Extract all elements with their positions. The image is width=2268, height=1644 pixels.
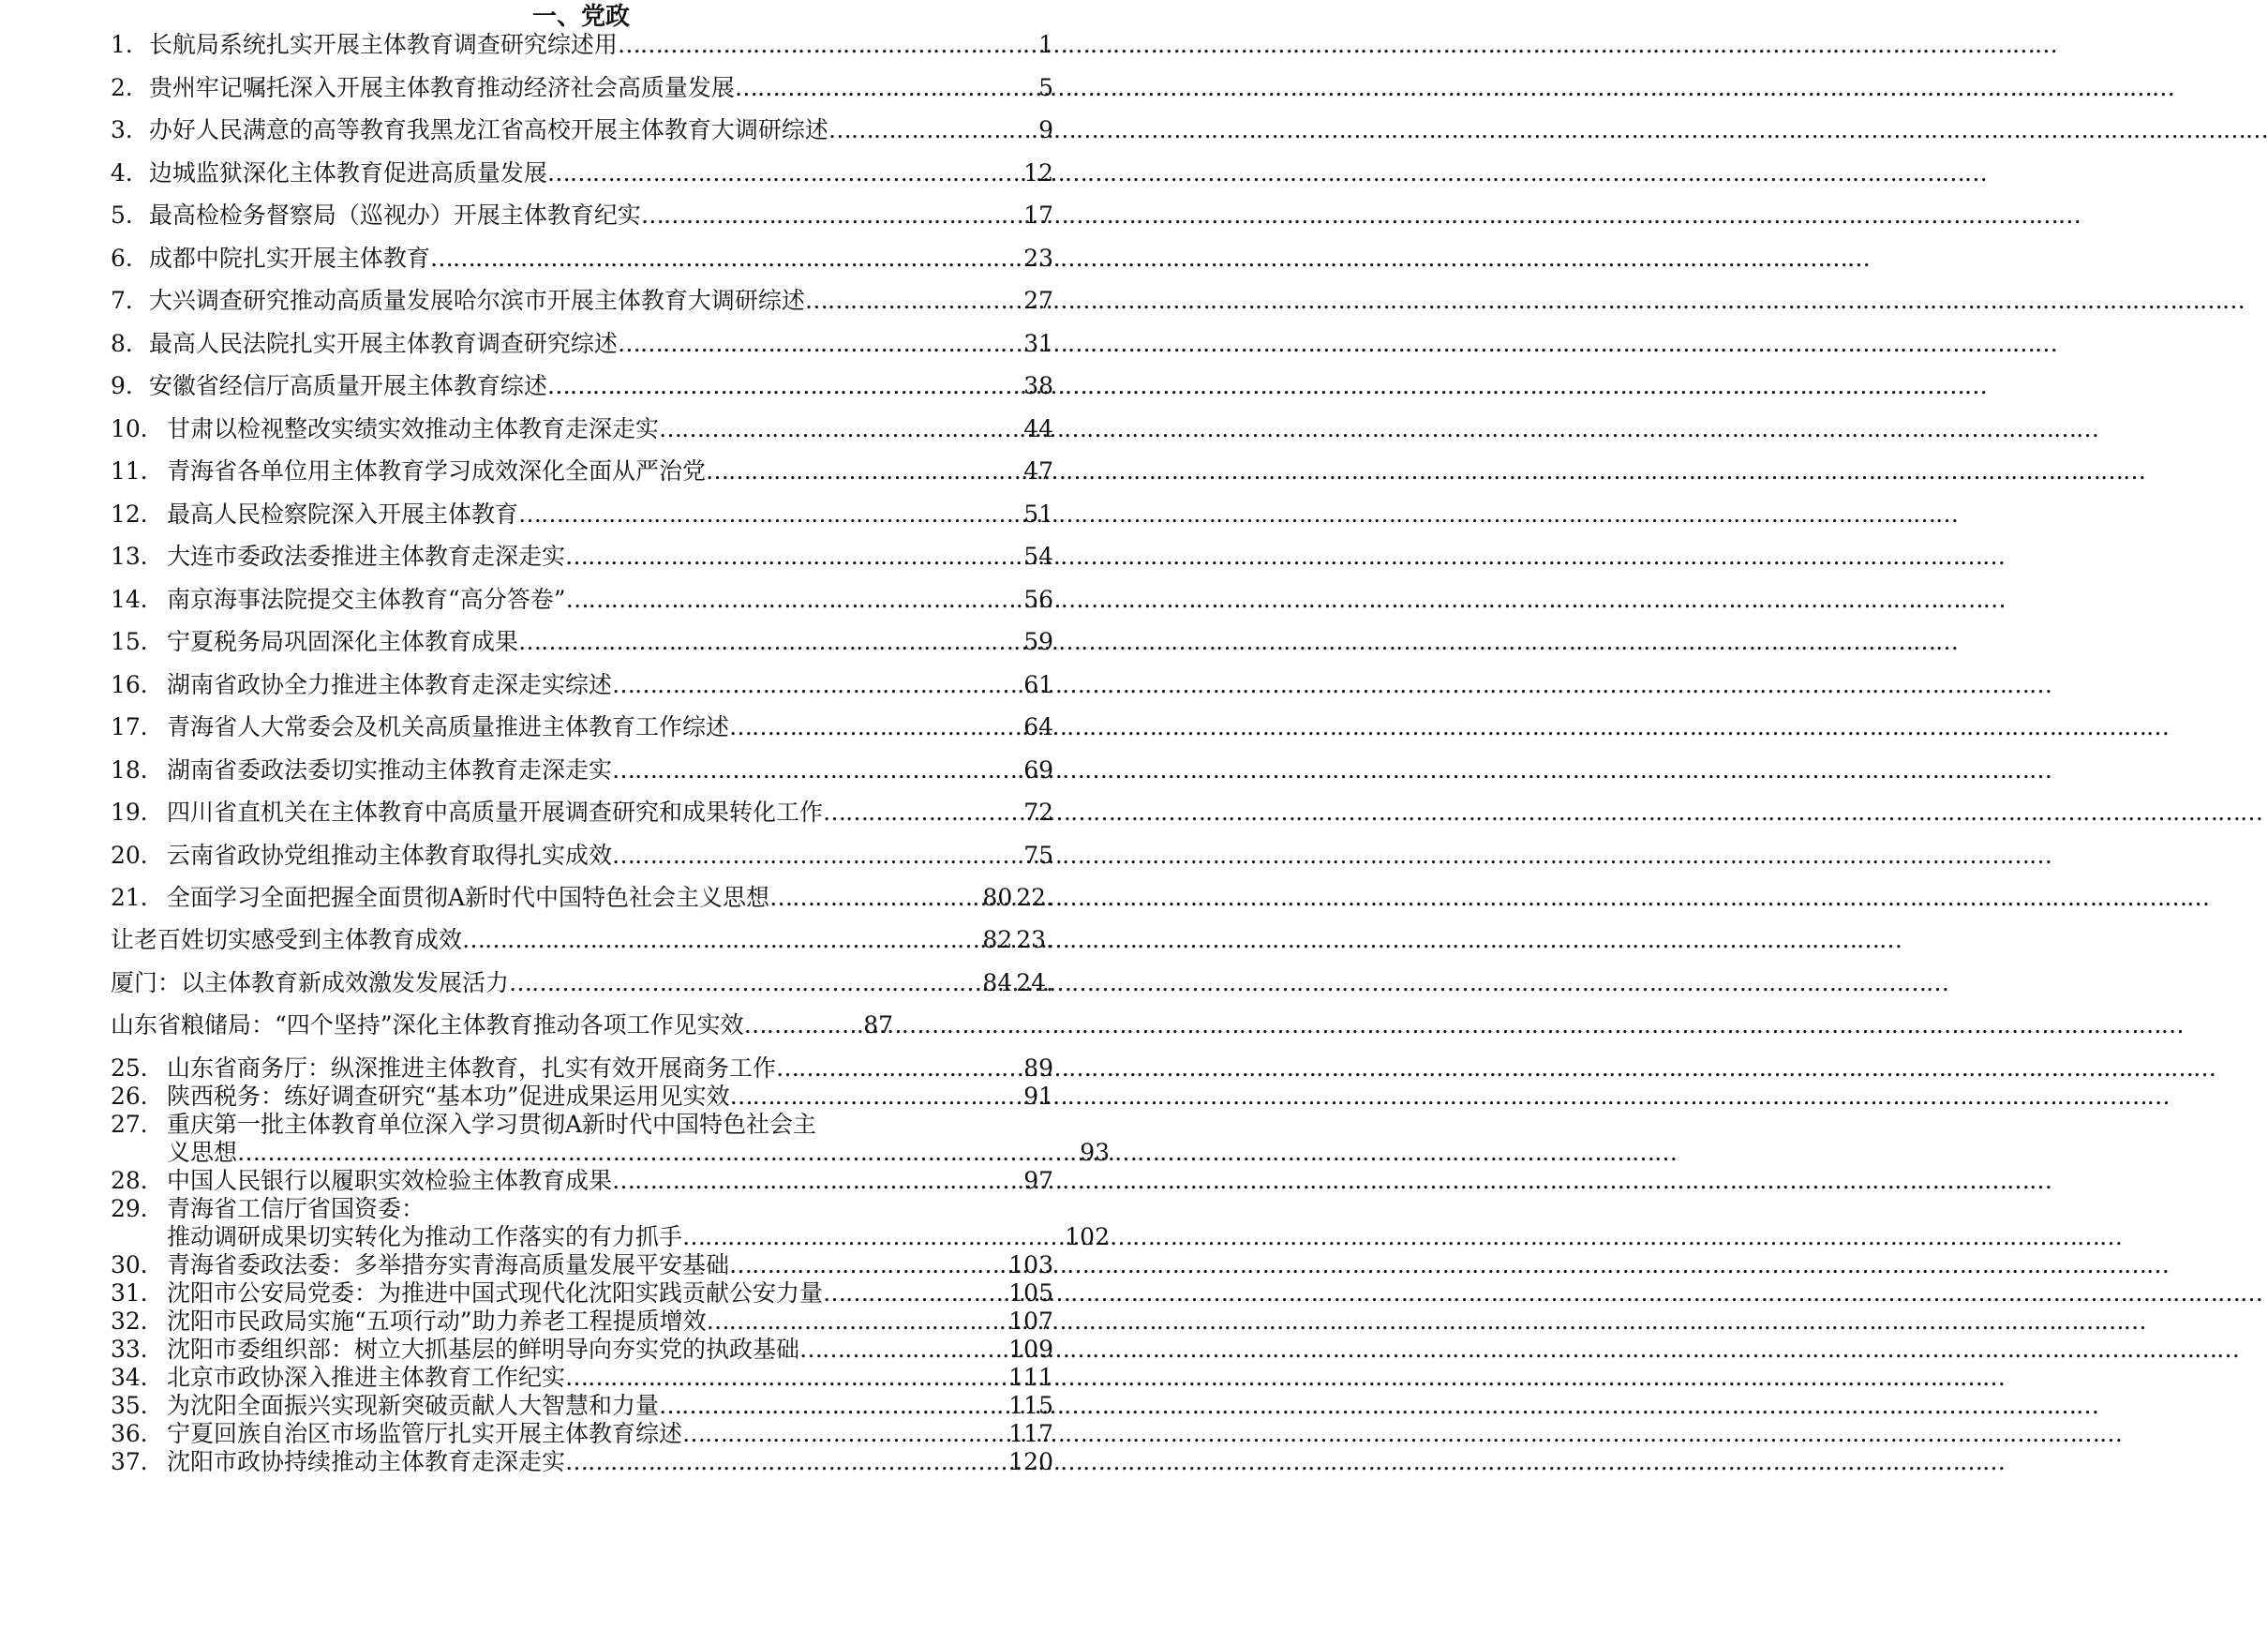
page-number: 69 bbox=[1023, 755, 1053, 784]
entry-number: 15． bbox=[111, 628, 164, 655]
entry-title: 四川省直机关在主体教育中高质量开展调查研究和成果转化工作 bbox=[167, 799, 824, 826]
dot-leader bbox=[565, 1446, 1008, 1477]
toc-entry bbox=[111, 276, 1053, 324]
dot-leader bbox=[682, 1418, 1008, 1449]
page-number: 1 bbox=[1038, 31, 1053, 58]
dot-leader bbox=[729, 1249, 1008, 1280]
toc-entry bbox=[111, 1390, 1053, 1421]
entry-title: 长航局系统扎实开展主体教育调查研究综述用 bbox=[148, 31, 618, 58]
entry-number: 34． bbox=[111, 1364, 164, 1391]
entry-number: 3． bbox=[111, 116, 149, 143]
next-entry-number: 22. bbox=[1016, 884, 1053, 911]
entry-number: 19． bbox=[111, 799, 164, 826]
entry-number: 17． bbox=[111, 713, 164, 740]
entry-title: 沈阳市政协持续推动主体教育走深走实 bbox=[167, 1448, 566, 1475]
entry-number: 37． bbox=[111, 1448, 164, 1475]
entry-title: 宁夏税务局巩固深化主体教育成果 bbox=[167, 628, 519, 655]
dot-leader bbox=[799, 1334, 1008, 1365]
entry-title: 大兴调查研究推动高质量发展哈尔滨市开展主体教育大调研综述 bbox=[148, 287, 805, 314]
entry-number: 18． bbox=[111, 755, 164, 784]
toc-entry bbox=[111, 320, 1053, 367]
page-number: 64 bbox=[1023, 713, 1053, 740]
entry-number: 30． bbox=[111, 1251, 164, 1278]
entry-title: 山东省商务厅：纵深推进主体教育，扎实有效开展商务工作 bbox=[167, 1054, 777, 1082]
dot-leader bbox=[462, 916, 982, 964]
section-heading: 一、党政 bbox=[531, 3, 630, 31]
page-number: 27 bbox=[1023, 287, 1053, 314]
entry-title: 沈阳市委组织部：树立大抓基层的鲜明导向夯实党的执政基础 bbox=[167, 1336, 800, 1363]
page-number: 23 bbox=[1023, 244, 1053, 272]
dot-leader bbox=[618, 21, 1038, 68]
page-number: 75 bbox=[1023, 841, 1053, 869]
toc-entry bbox=[111, 831, 1053, 879]
dot-leader bbox=[237, 1137, 1080, 1168]
toc-entry bbox=[111, 1249, 1053, 1280]
page-number: 109 bbox=[1008, 1336, 1053, 1363]
toc-entry bbox=[111, 618, 1053, 665]
entry-title: 贵州牢记嘱托深入开展主体教育推动经济社会高质量发展 bbox=[148, 73, 735, 101]
dot-leader bbox=[735, 64, 1038, 112]
entry-title: 为沈阳全面振兴实现新突破贡献人大智慧和力量 bbox=[167, 1392, 660, 1419]
entry-title: 山东省粮储局：“四个坚持”深化主体教育推动各项工作见实效 bbox=[111, 1011, 744, 1039]
entry-number: 27． bbox=[111, 1111, 164, 1138]
page-number: 31 bbox=[1023, 329, 1053, 357]
entry-title: 青海省人大常委会及机关高质量推进主体教育工作综述 bbox=[167, 713, 730, 740]
entry-number: 36． bbox=[111, 1420, 164, 1447]
dot-leader bbox=[612, 1165, 1023, 1196]
toc-entry bbox=[111, 1001, 893, 1049]
toc-entry bbox=[111, 447, 1053, 495]
entry-number: 5． bbox=[111, 202, 149, 229]
dot-leader bbox=[566, 575, 1024, 623]
toc-entry bbox=[111, 191, 1053, 239]
entry-title: 最高检检务督察局（巡视办）开展主体教育纪实 bbox=[148, 202, 641, 229]
entry-title: 云南省政协党组推动主体教育取得扎实成效 bbox=[167, 841, 613, 869]
dot-leader bbox=[612, 746, 1023, 794]
page-number: 72 bbox=[1023, 799, 1053, 826]
entry-number: 14． bbox=[111, 585, 164, 613]
page-number: 9 bbox=[1038, 116, 1053, 143]
entry-number: 31． bbox=[111, 1279, 164, 1307]
dot-leader bbox=[769, 874, 982, 921]
entry-title: 大连市委政法委推进主体教育走深走实 bbox=[167, 543, 566, 570]
page-number: 5 bbox=[1038, 73, 1053, 101]
toc-entry bbox=[111, 234, 1053, 282]
page-number: 82 bbox=[982, 926, 1013, 953]
page-number: 59 bbox=[1023, 628, 1053, 655]
entry-number: 33． bbox=[111, 1336, 164, 1363]
entry-title: 重庆第一批主体教育单位深入学习贯彻A新时代中国特色社会主 bbox=[167, 1111, 817, 1138]
dot-leader bbox=[682, 1221, 1065, 1252]
entry-number: 32． bbox=[111, 1308, 164, 1335]
entry-number: 25． bbox=[111, 1054, 164, 1082]
dot-leader bbox=[618, 320, 1023, 367]
toc-entry bbox=[111, 405, 1053, 453]
page-number: 89 bbox=[1023, 1054, 1053, 1082]
dot-leader bbox=[776, 1053, 1023, 1084]
dot-leader bbox=[729, 703, 1023, 751]
toc-entry bbox=[111, 1053, 1053, 1084]
dot-leader bbox=[823, 1278, 1008, 1308]
entry-number: 29． bbox=[111, 1195, 164, 1222]
page-number: 111 bbox=[1008, 1364, 1053, 1391]
dot-leader bbox=[612, 661, 1023, 709]
dot-leader bbox=[805, 276, 1023, 324]
page-number: 47 bbox=[1023, 457, 1053, 485]
entry-title: 全面学习全面把握全面贯彻A新时代中国特色社会主义思想 bbox=[167, 884, 770, 911]
toc-entry bbox=[111, 661, 1053, 709]
dot-leader bbox=[707, 1306, 1009, 1337]
toc-entry bbox=[111, 532, 1053, 580]
entry-title: 办好人民满意的高等教育我黑龙江省高校开展主体教育大调研综述 bbox=[148, 116, 828, 143]
page-number: 107 bbox=[1008, 1308, 1053, 1335]
toc-entry bbox=[111, 1278, 1053, 1308]
dot-leader bbox=[744, 1001, 864, 1049]
entry-number: 26． bbox=[111, 1083, 164, 1110]
entry-number: 2． bbox=[111, 73, 149, 101]
page-number: 91 bbox=[1023, 1083, 1053, 1110]
toc-entry bbox=[111, 703, 1053, 751]
toc-entry bbox=[111, 788, 1053, 836]
entry-number: 1． bbox=[111, 31, 149, 58]
dot-leader bbox=[641, 191, 1023, 239]
entry-number: 35． bbox=[111, 1392, 164, 1419]
entry-number: 8． bbox=[111, 329, 149, 357]
page-number: 61 bbox=[1023, 670, 1053, 698]
entry-number: 12． bbox=[111, 500, 164, 528]
toc-entry bbox=[111, 1081, 1053, 1112]
dot-leader bbox=[547, 149, 1023, 197]
entry-title: 厦门：以主体教育新成效激发发展活力 bbox=[111, 969, 510, 996]
page-number: 87 bbox=[863, 1011, 893, 1039]
toc-entry bbox=[111, 916, 1053, 964]
toc-entry bbox=[111, 1137, 1110, 1168]
toc-entry bbox=[111, 1193, 1053, 1224]
page-number: 44 bbox=[1023, 414, 1053, 442]
entry-title: 甘肃以检视整改实绩实效推动主体教育走深走实 bbox=[167, 414, 660, 442]
entry-title: 湖南省政协全力推进主体教育走深走实综述 bbox=[167, 670, 613, 698]
next-entry-number: 23. bbox=[1016, 926, 1053, 953]
page-number: 80 bbox=[982, 884, 1013, 911]
page-number: 115 bbox=[1008, 1392, 1053, 1419]
toc-entry bbox=[111, 1165, 1053, 1196]
entry-title: 湖南省委政法委切实推动主体教育走深走实 bbox=[167, 755, 613, 784]
toc-entry bbox=[111, 490, 1053, 538]
entry-title: 青海省委政法委：多举措夯实青海高质量发展平安基础 bbox=[167, 1251, 730, 1278]
entry-number: 20． bbox=[111, 841, 164, 869]
entry-title: 青海省各单位用主体教育学习成效深化全面从严治党 bbox=[167, 457, 707, 485]
entry-title: 最高人民法院扎实开展主体教育调查研究综述 bbox=[148, 329, 618, 357]
toc-entry bbox=[111, 1221, 1110, 1252]
page-number: 117 bbox=[1008, 1420, 1053, 1447]
dot-leader bbox=[565, 1362, 1008, 1393]
dot-leader bbox=[828, 106, 1038, 154]
toc-entry bbox=[111, 1109, 1053, 1140]
entry-title: 宁夏回族自治区市场监管厅扎实开展主体教育综述 bbox=[167, 1420, 683, 1447]
dot-leader bbox=[565, 532, 1023, 580]
entry-number: 13． bbox=[111, 543, 164, 570]
dot-leader bbox=[518, 490, 1023, 538]
page-number: 102 bbox=[1065, 1223, 1110, 1250]
toc-entry bbox=[111, 746, 1053, 794]
entry-title: 推动调研成果切实转化为推动工作落实的有力抓手 bbox=[167, 1223, 683, 1250]
entry-title: 青海省工信厅省国资委： bbox=[167, 1195, 425, 1222]
entry-number: 6． bbox=[111, 244, 149, 272]
entry-title: 沈阳市民政局实施“五项行动”助力养老工程提质增效 bbox=[167, 1308, 707, 1335]
entry-title: 南京海事法院提交主体教育“高分答卷” bbox=[167, 585, 566, 613]
dot-leader bbox=[659, 405, 1023, 453]
page-number: 56 bbox=[1023, 585, 1053, 613]
dot-leader bbox=[547, 362, 1023, 410]
entry-title: 成都中院扎实开展主体教育 bbox=[148, 244, 430, 272]
entry-title: 沈阳市公安局党委：为推进中国式现代化沈阳实践贡献公安力量 bbox=[167, 1279, 824, 1307]
page-number: 93 bbox=[1080, 1139, 1110, 1166]
toc-entry bbox=[111, 1362, 1053, 1393]
dot-leader bbox=[518, 618, 1023, 665]
page-number: 54 bbox=[1023, 543, 1053, 570]
toc-entry bbox=[111, 21, 1053, 68]
entry-title: 北京市政协深入推进主体教育工作纪实 bbox=[167, 1364, 566, 1391]
page-number: 12 bbox=[1023, 158, 1053, 187]
page-number: 103 bbox=[1008, 1251, 1053, 1278]
page-number: 17 bbox=[1023, 202, 1053, 229]
toc-entry bbox=[111, 362, 1053, 410]
dot-leader bbox=[706, 447, 1023, 495]
entry-title: 义思想 bbox=[167, 1139, 238, 1166]
entry-number: 10． bbox=[111, 414, 164, 442]
entry-number: 28． bbox=[111, 1167, 164, 1194]
toc-entry bbox=[111, 106, 1053, 154]
entry-number: 21． bbox=[111, 884, 164, 911]
entry-number: 7． bbox=[111, 287, 149, 314]
entry-number: 9． bbox=[111, 372, 149, 399]
dot-leader bbox=[659, 1390, 1008, 1421]
page-number: 84 bbox=[982, 969, 1013, 996]
toc-entry bbox=[111, 874, 1053, 921]
page-number: 105 bbox=[1008, 1279, 1053, 1307]
toc-entry bbox=[111, 1306, 1053, 1337]
entry-number: 16． bbox=[111, 670, 164, 698]
toc-entry bbox=[111, 575, 1053, 623]
page-number: 97 bbox=[1023, 1167, 1053, 1194]
entry-title: 边城监狱深化主体教育促进高质量发展 bbox=[148, 158, 547, 187]
dot-leader bbox=[612, 831, 1023, 879]
entry-title: 安徽省经信厅高质量开展主体教育综述 bbox=[148, 372, 547, 399]
dot-leader bbox=[509, 959, 982, 1007]
dot-leader bbox=[730, 1081, 1024, 1112]
next-entry-number: 24. bbox=[1016, 969, 1053, 996]
entry-number: 11． bbox=[111, 457, 164, 485]
dot-leader bbox=[823, 788, 1023, 836]
page-number: 38 bbox=[1023, 372, 1053, 399]
dot-leader bbox=[430, 234, 1023, 282]
entry-title: 中国人民银行以履职实效检验主体教育成果 bbox=[167, 1167, 613, 1194]
toc-entry bbox=[111, 1334, 1053, 1365]
entry-number: 4． bbox=[111, 158, 149, 187]
toc-entry bbox=[111, 149, 1053, 197]
page-number: 51 bbox=[1023, 500, 1053, 528]
toc-entry bbox=[111, 959, 1053, 1007]
page-number: 120 bbox=[1008, 1448, 1053, 1475]
toc-entry bbox=[111, 1418, 1053, 1449]
entry-title: 让老百姓切实感受到主体教育成效 bbox=[111, 926, 463, 953]
entry-title: 最高人民检察院深入开展主体教育 bbox=[167, 500, 519, 528]
toc-entry bbox=[111, 64, 1053, 112]
toc-entry bbox=[111, 1446, 1053, 1477]
entry-title: 陕西税务：练好调查研究“基本功”促进成果运用见实效 bbox=[167, 1083, 730, 1110]
